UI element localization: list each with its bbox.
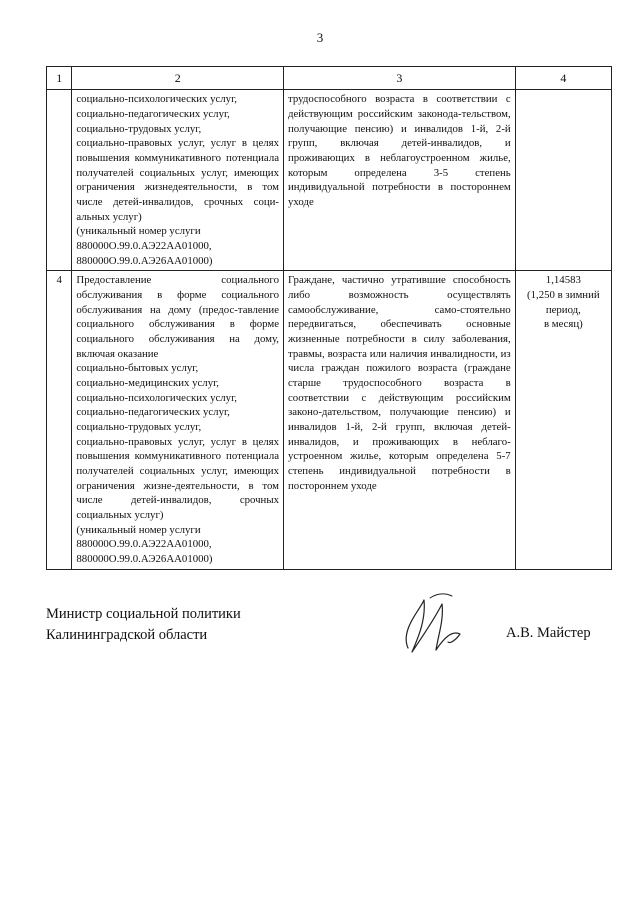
service-line: социально-психологических услуг, bbox=[76, 391, 237, 404]
signer-name: А.В. Майстер bbox=[506, 625, 591, 641]
signer-position-line1: Министр социальной политики bbox=[46, 606, 241, 622]
services-table bbox=[46, 66, 612, 570]
signer-position-line2: Калининградской области bbox=[46, 627, 208, 644]
service-line: социально-педагогических услуг, bbox=[76, 107, 230, 120]
service-line: социально-педагогических услуг, bbox=[76, 406, 230, 419]
page-number: 3 bbox=[316, 30, 324, 45]
service-line: Предоставление социального обслуживания в форме социального обслуживания на дому (предос-тавление социального обслуживания в форме социального обслуживания на дому, включая оказание bbox=[76, 274, 279, 360]
service-code: 880000О.99.0.АЭ26АА01000) bbox=[76, 254, 213, 267]
service-line: социально-трудовых услуг, bbox=[76, 421, 202, 434]
row-number: 4 bbox=[47, 271, 72, 569]
recipients-description: Граждане, частично утратившие способность либо возможность осуществлять самообслуживание, само-стоятельно передвигаться, обеспечивать основные жизненные потребности в силу заболевания, травмы, возраста или наличия инвалидности, из числа граждан пожилого возраста (граждане старше трудоспособного возраста в соответствии с действующим российским законо-дательством, получающие пенсию) и инвалидов 1-й, 2-й групп, включая детей-инвалидов, и проживающих в неблаго-устроенном жилье, которым определена 5-7 степень индивидуальной потребности в постороннем уходе bbox=[284, 271, 516, 569]
row-number bbox=[47, 90, 72, 271]
header-col-1: 1 bbox=[47, 67, 72, 90]
header-col-3: 3 bbox=[284, 67, 516, 90]
table-header-row bbox=[47, 67, 612, 90]
service-code-label: (уникальный номер услуги bbox=[76, 225, 201, 238]
recipients-description: трудоспособного возраста в соответствии с действующим российским законода-тельством, получающие пенсию) и инвалидов 1-й, 2-й групп, включая детей-инвалидов, и проживающих в неблагоустроенном жилье, которым определена 3-5 степень индивидуальной потребности в постороннем уходе bbox=[284, 90, 516, 271]
service-line: социально-правовых услуг, услуг в целях повышения коммуникативного потенциала получателей социальных услуг, имеющих ограничения жизнедеятельности, в том числе детей-инвалидов, срочных соци-альных услуг) bbox=[76, 137, 279, 223]
service-line: социально-правовых услуг, услуг в целях повышения коммуникативного потенциала получателей социальных услуг, имеющих ограничения жизне-деятельности, в том числе детей-инвалидов, срочных социальных услуг) bbox=[76, 435, 279, 522]
signature-block bbox=[46, 604, 241, 646]
service-description bbox=[72, 90, 284, 271]
service-code: 880000О.99.0.АЭ22АА01000, bbox=[76, 240, 212, 253]
service-code: 880000О.99.0.АЭ26АА01000) bbox=[76, 553, 213, 566]
norm-value-note: (1,250 в зимний период, bbox=[527, 289, 600, 316]
service-line: социально-психологических услуг, bbox=[76, 93, 237, 106]
norm-value-unit: в месяц) bbox=[543, 318, 583, 331]
service-line: социально-медицинских услуг, bbox=[76, 377, 219, 390]
handwritten-signature bbox=[390, 590, 480, 660]
service-line: социально-трудовых услуг, bbox=[76, 122, 202, 135]
norm-value bbox=[515, 271, 611, 569]
table-row bbox=[47, 271, 612, 569]
service-description bbox=[72, 271, 284, 569]
norm-value bbox=[515, 90, 611, 271]
service-line: социально-бытовых услуг, bbox=[76, 362, 199, 375]
service-code-label: (уникальный номер услуги bbox=[76, 523, 201, 536]
header-col-4: 4 bbox=[515, 67, 611, 90]
table-row bbox=[47, 90, 612, 271]
service-code: 880000О.99.0.АЭ22АА01000, bbox=[76, 538, 212, 551]
norm-value-number: 1,14583 bbox=[545, 274, 581, 287]
header-col-2: 2 bbox=[72, 67, 284, 90]
